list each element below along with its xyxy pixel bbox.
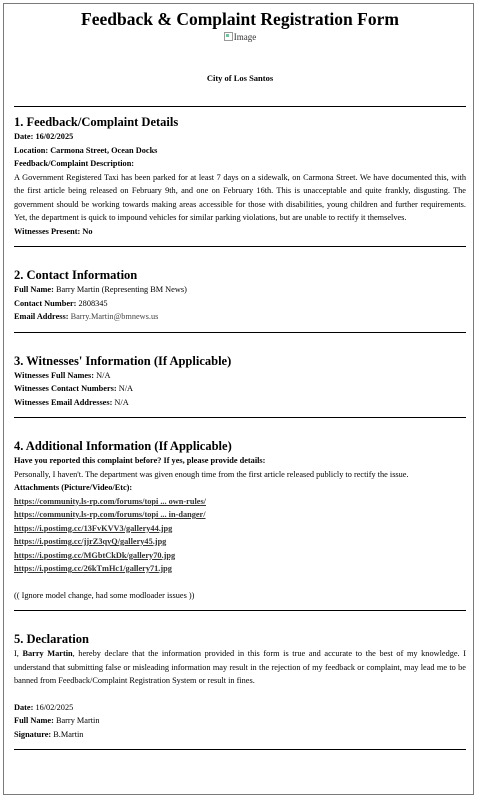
section-heading: 5. Declaration [14,632,89,646]
declaration-text: I, Barry Martin, hereby declare that the information provided in this form is true and accurate to the best of my knowledge. I understand that submitting false or misleading information may result in the rejection of my feedback or complaint, may lead me to be banned from Feedback/Complaint Registration System or result in fines. [14,649,467,685]
divider [14,246,466,247]
divider [14,749,466,750]
divider [14,417,466,418]
location-field: Location: Carmona Street, Ocean Docks [14,145,158,155]
city-name: City of Los Santos [206,73,274,83]
attachments-label: Attachments (Picture/Video/Etc): [14,483,133,492]
declaration-date-field: Date: 16/02/2025 [14,702,74,712]
attachment-link[interactable]: https://community.ls-rp.com/forums/topi ... own-rules/ [14,496,206,506]
section-additional-info [14,438,466,602]
divider [14,332,466,333]
reported-before-answer: Personally, I haven't. The department was given enough time from the first article released publicly to rectify the issue. [14,469,409,479]
description-label: Feedback/Complaint Description: [14,159,135,168]
description-text: A Government Registered Taxi has been parked for at least 7 days on a sidewalk, on Carmona Street. We have documented this, with the first article being released on February 9th, and one on February 16th. This is unacceptable and quite frankly, disgusting. The government should be working towards making areas accessible for those with disabilities, young children and further requirements. Yet, the department is quick to impound vehicles for similar parking violations, but are unable to rectify it themselves. [14,172,466,222]
section-witnesses-info [14,353,466,410]
section-declaration [14,631,466,741]
header-image [14,31,466,43]
form-title: Feedback & Complaint Registration Form [81,9,399,29]
attachment-link[interactable]: https://i.postimg.cc/13FvKVV3/gallery44.jpg [14,523,173,533]
section-feedback-details [14,114,466,238]
witness-names-field: Witnesses Full Names: N/A [14,370,111,380]
signature-field: Signature: B.Martin [14,729,84,739]
attachment-link[interactable]: https://i.postimg.cc/MGbtCkDk/gallery70.jpg [14,550,176,560]
section-heading: 1. Feedback/Complaint Details [14,115,179,129]
attachment-link[interactable]: https://i.postimg.cc/26kTmHc1/gallery71.jpg [14,564,172,573]
form-page [14,8,466,750]
full-name-field: Full Name: Barry Martin (Representing BM News) [14,285,187,294]
declaration-name-field: Full Name: Barry Martin [14,716,100,725]
broken-image-icon [224,32,233,41]
reported-before-question: Have you reported this complaint before? If yes, please provide details: [14,456,266,465]
witnesses-present-field: Witnesses Present: No [14,226,93,236]
contact-number-field: Contact Number: 2808345 [14,298,108,308]
date-field: Date: 16/02/2025 [14,132,74,141]
image-alt-text: Image [233,32,257,42]
divider [14,610,466,611]
email-field: Email Address: Barry.Martin@bmnews.us [14,312,159,321]
attachment-link[interactable]: https://i.postimg.cc/jjrZ3qyQ/gallery45.jpg [14,537,167,546]
divider [14,106,466,107]
witness-emails-field: Witnesses Email Addresses: N/A [14,397,129,407]
attachment-link[interactable]: https://community.ls-rp.com/forums/topi ... in-danger/ [14,510,206,519]
section-contact-info [14,267,466,324]
section-heading: 4. Additional Information (If Applicable) [14,439,232,453]
section-heading: 2. Contact Information [14,268,138,282]
section-heading: 3. Witnesses' Information (If Applicable) [14,353,232,368]
ooc-note: (( Ignore model change, had some modloader issues )) [14,590,195,600]
witness-numbers-field: Witnesses Contact Numbers: N/A [14,384,134,393]
